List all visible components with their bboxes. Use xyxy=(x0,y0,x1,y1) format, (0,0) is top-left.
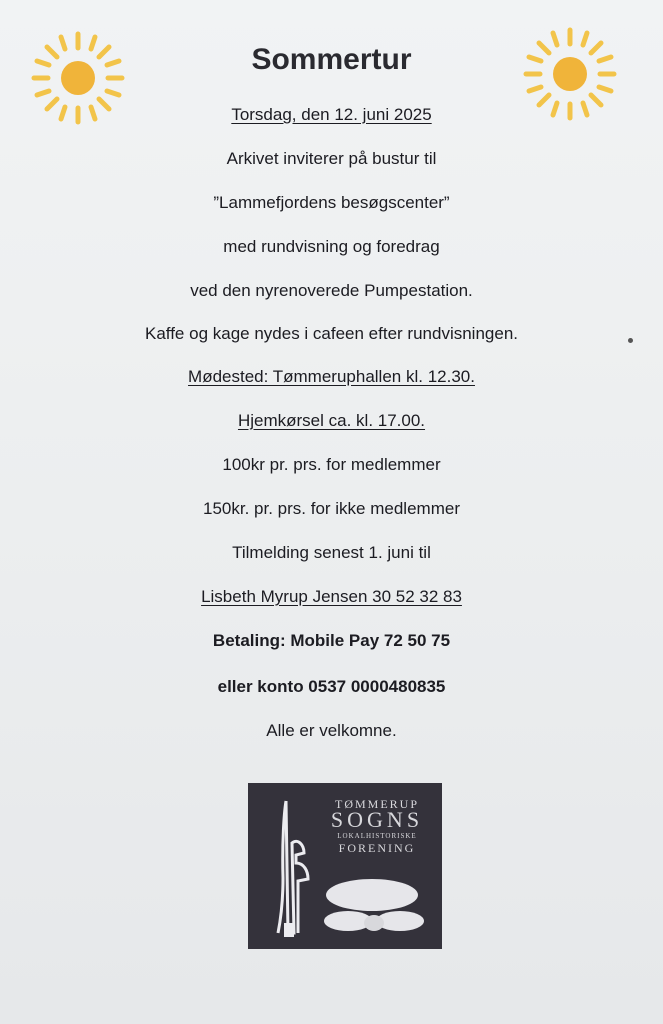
invitation-line: Arkivet inviterer på bustur til xyxy=(226,149,437,168)
destination-line: ”Lammefjordens besøgscenter” xyxy=(213,193,450,212)
payment-account: eller konto 0537 0000480835 xyxy=(217,677,446,696)
welcome-line: Alle er velkomne. xyxy=(266,721,397,740)
contact-person: Lisbeth Myrup Jensen 30 52 32 83 xyxy=(201,587,462,606)
association-logo xyxy=(248,783,442,949)
logo-line-2: SOGNS xyxy=(330,807,424,832)
flyer-title: Sommertur xyxy=(251,43,412,76)
signup-deadline: Tilmelding senest 1. juni til xyxy=(232,543,431,562)
meeting-place: Mødested: Tømmeruphallen kl. 12.30. xyxy=(188,367,475,386)
price-members: 100kr pr. prs. for medlemmer xyxy=(222,455,441,474)
tour-line: med rundvisning og foredrag xyxy=(223,237,440,256)
logo-line-3: LOKALHISTORISKE xyxy=(337,832,417,840)
payment-mobilepay: Betaling: Mobile Pay 72 50 75 xyxy=(212,631,451,650)
logo-line-4: FORENING xyxy=(338,841,416,855)
return-trip: Hjemkørsel ca. kl. 17.00. xyxy=(237,411,426,430)
coffee-line: Kaffe og kage nydes i cafeen efter rundvisningen. xyxy=(145,324,518,343)
price-non-members: 150kr. pr. prs. for ikke medlemmer xyxy=(203,499,460,518)
event-date: Torsdag, den 12. juni 2025 xyxy=(231,105,432,124)
logo-line-1: TØMMERUP xyxy=(334,797,419,811)
paper-speck xyxy=(628,338,633,343)
pumpstation-line: ved den nyrenoverede Pumpestation. xyxy=(190,281,473,300)
